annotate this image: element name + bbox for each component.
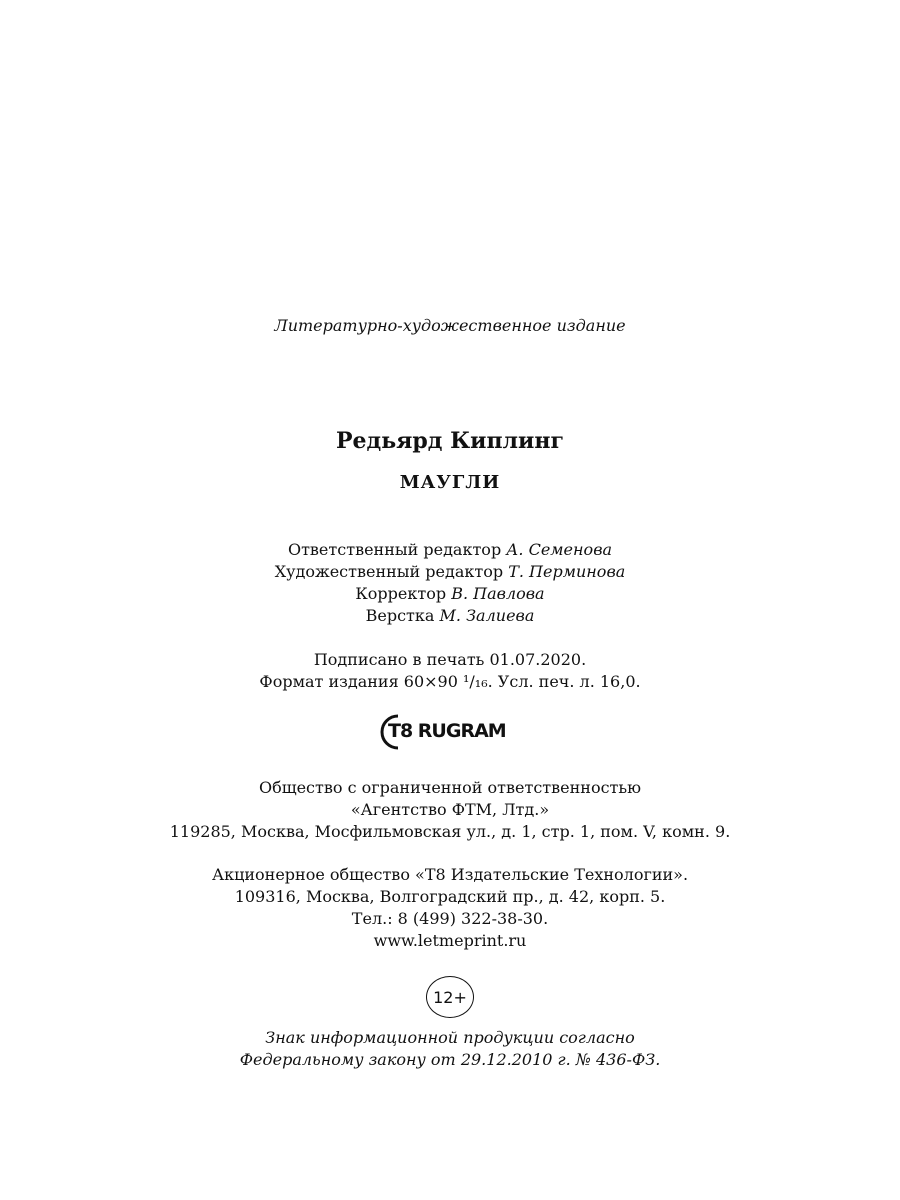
book-title: МАУГЛИ — [399, 472, 501, 493]
credit-line — [0, 584, 900, 603]
printer-line: Акционерное общество «Т8 Издательские Технологии». — [211, 865, 689, 884]
author-name: Редьярд Киплинг — [336, 428, 564, 454]
credit-line — [0, 562, 900, 581]
printer-website[interactable]: www.letmeprint.ru — [373, 931, 527, 950]
publisher-line: Общество с ограниченной ответственностью — [258, 778, 642, 797]
credit-person: В. Павлова — [451, 584, 545, 603]
publisher-logo — [380, 712, 530, 752]
law-notice-line: Знак информационной продукции согласно — [265, 1028, 635, 1047]
logo-text: T8 RUGRAM — [388, 720, 506, 742]
age-rating-badge: 12+ — [426, 976, 474, 1018]
law-notice-line: Федеральному закону от 29.12.2010 г. № 436-ФЗ. — [239, 1050, 661, 1069]
credit-person: А. Семенова — [506, 540, 613, 559]
publisher-line: «Агентство ФТМ, Лтд.» — [350, 800, 550, 819]
credit-role: Верстка — [365, 606, 435, 625]
printer-phone: Тел.: 8 (499) 322-38-30. — [351, 909, 549, 928]
credit-person: М. Залиева — [439, 606, 535, 625]
credit-line — [0, 540, 900, 559]
credit-role: Ответственный редактор — [287, 540, 502, 559]
print-signed: Подписано в печать 01.07.2020. — [313, 650, 587, 669]
credit-line — [0, 606, 900, 625]
publisher-address: 119285, Москва, Мосфильмовская ул., д. 1, стр. 1, пом. V, комн. 9. — [169, 822, 731, 841]
credit-person: Т. Перминова — [508, 562, 626, 581]
print-format: Формат издания 60×90 ¹/₁₆. Усл. печ. л. 16,0. — [259, 672, 641, 691]
printer-address: 109316, Москва, Волгоградский пр., д. 42, корп. 5. — [234, 887, 666, 906]
genre-label: Литературно-художественное издание — [274, 316, 626, 335]
credit-role: Художественный редактор — [274, 562, 504, 581]
credit-role: Корректор — [355, 584, 447, 603]
